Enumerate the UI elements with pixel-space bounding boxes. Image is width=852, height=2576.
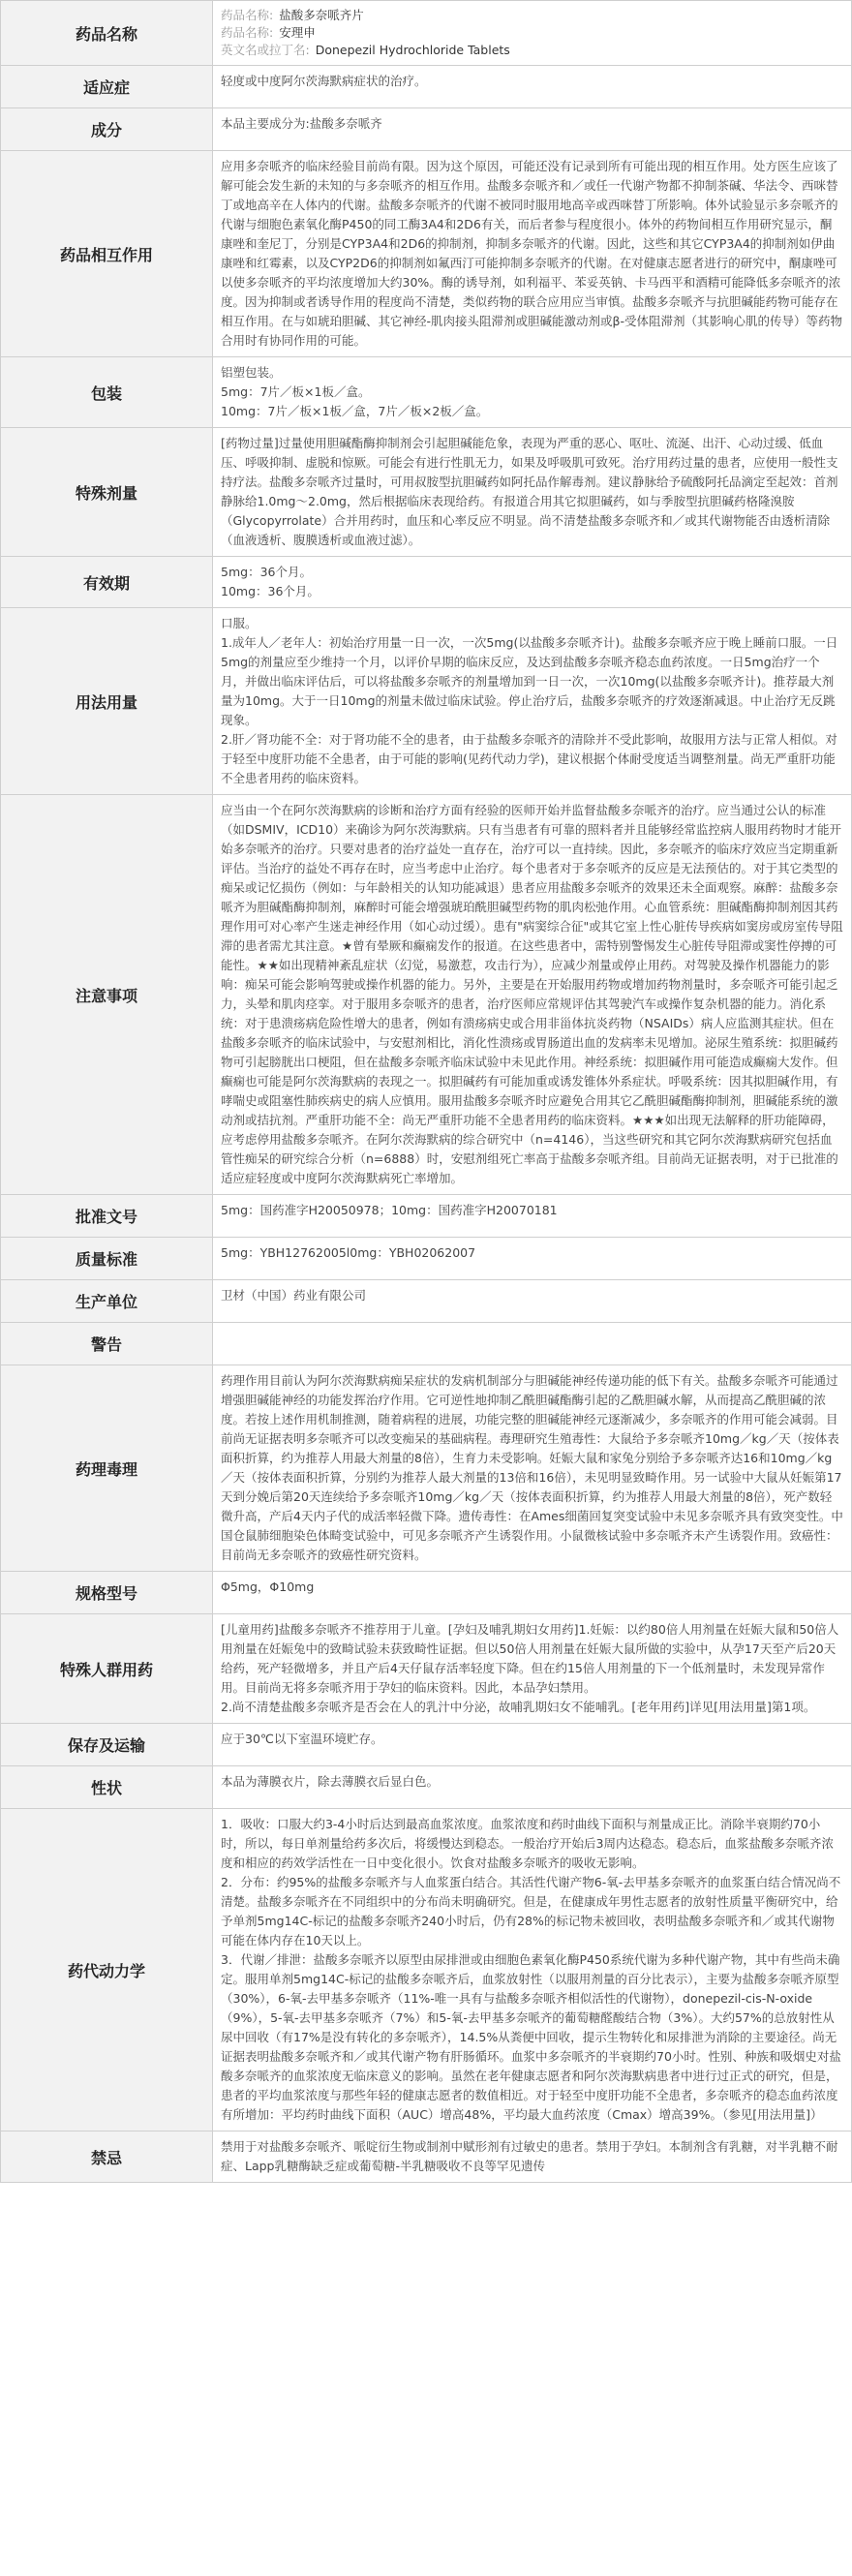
value-text: 应于30℃以下室温环境贮存。 — [221, 1732, 383, 1746]
row-value — [213, 108, 852, 151]
info-row — [1, 608, 852, 795]
row-label: 药品相互作用 — [1, 151, 213, 357]
row-value — [213, 1323, 852, 1365]
row-value — [213, 2131, 852, 2183]
drug-info-body — [1, 1, 852, 2183]
row-value — [213, 795, 852, 1195]
row-label: 包装 — [1, 357, 213, 428]
value-text: 口服。 1.成年人／老年人：初始治疗用量一日一次，一次5mg(以盐酸多奈哌齐计)。盐酸多奈哌齐应于晚上睡前口服。一日5mg的剂量应至少维持一个月，以评价早期的临床反应，及达到盐酸多奈哌齐稳态血药浓度。一日5mg治疗一个月，并做出临床评估后，可以将盐酸多奈哌齐的剂量增加到一日一次，一次10mg(以盐酸多奈哌齐计)。推荐最大剂量为10mg。大于一日10mg的剂量未做过临床试验。停止治疗后，盐酸多奈哌齐的疗效逐渐减退。中止治疗无反跳现象。 2.肝／肾功能不全：对于肾功能不全的患者，由于盐酸多奈哌齐的清除并不受此影响，故服用方法与正常人相似。对于轻至中度肝功能不全患者，由于可能的影响(见药代动力学)，建议根据个体耐受度适当调整剂量。尚无严重肝功能不全患者用药的临床资料。 — [221, 616, 838, 785]
row-value — [213, 1195, 852, 1238]
value-text: Φ5mg，Φ10mg — [221, 1579, 315, 1594]
row-label: 性状 — [1, 1766, 213, 1809]
info-row — [1, 1809, 852, 2131]
value-text: 应用多奈哌齐的临床经验目前尚有限。因为这个原因，可能还没有记录到所有可能出现的相互作用。处方医生应该了解可能会发生新的未知的与多奈哌齐的相互作用。盐酸多奈哌齐和／或任一代谢产物都不抑制茶碱、华法令、西咪替丁或地高辛在人体内的代谢。盐酸多奈哌齐的代谢不被同时服用地高辛或西咪替丁所影响。体外试验显示多奈哌齐的代谢与细胞色素氧化酶P450的同工酶3A4和2D6有关，而后者参与程度很小。体外的药物间相互作用研究显示，酮康唑和奎尼丁，分别是CYP3A4和2D6的抑制剂，抑制多奈哌齐的代谢。因此，这些和其它CYP3A4的抑制剂如伊曲康唑和红霉素，以及CYP2D6的抑制剂如氟西汀可能抑制多奈哌齐的代谢。在对健康志愿者进行的研究中，酮康唑可以使多奈哌齐的平均浓度增加大约30%。酶的诱导剂，如利福平、苯妥英钠、卡马西平和酒精可能降低多奈哌齐的浓度。因为抑制或者诱导作用的程度尚不清楚，类似药物的联合应用应当审慎。盐酸多奈哌齐与抗胆碱能药物可能存在相互作用。在与如琥珀胆碱、其它神经-肌肉接头阻滞剂或胆碱能激动剂或β-受体阻滞剂（其影响心肌的传导）等药物合用时有协同作用的可能。 — [221, 159, 843, 348]
info-row — [1, 357, 852, 428]
name-key: 药品名称: — [221, 25, 274, 40]
value-text: 应当由一个在阿尔茨海默病的诊断和治疗方面有经验的医师开始并监督盐酸多奈哌齐的治疗。应当通过公认的标准（如DSMIV，ICD10）来确诊为阿尔茨海默病。只有当患者有可靠的照料者并且能够经常监控病人服用药物时才能开始多奈哌齐的治疗。只要对患者的治疗益处一直存在，治疗可以一直持续。因此，多奈哌齐的临床疗效应当定期重新评估。当治疗的益处不再存在时，应当考虑中止治疗。每个患者对于多奈哌齐的反应是无法预估的。对于其它类型的痴呆或记忆损伤（例如：与年龄相关的认知功能减退）患者应用盐酸多奈哌齐的效果还未全面观察。麻醉：盐酸多奈哌齐为胆碱酯酶抑制剂，麻醉时可能会增强琥珀酰胆碱型药物的肌肉松弛作用。心血管系统：胆碱酯酶抑制剂因其药理作用可对心率产生迷走神经作用（如心动过缓）。患有"病窦综合征"或其它室上性心脏传导疾病如窦房或房室传导阻滞的患者需尤其注意。★曾有晕厥和癫痫发作的报道。在这些患者中，需特别警惕发生心脏传导阻滞或窦性停搏的可能性。★★如出现精神紊乱症状（幻觉，易激惹，攻击行为），应减少剂量或停止用药。对驾驶及操作机器能力的影响：痴呆可能会影响驾驶或操作机器的能力。另外，主要是在开始服用药物或增加药物剂量时，多奈哌齐可能引起乏力，头晕和肌肉痉挛。对于服用多奈哌齐的患者，治疗医师应常规评估其驾驶汽车或操作复杂机器的能力。消化系统：对于患溃疡病危险性增大的患者，例如有溃疡病史或合用非甾体抗炎药物（NSAIDs）病人应监测其症状。但在盐酸多奈哌齐的临床试验中，与安慰剂相比，消化性溃疡或胃肠道出血的发病率未见增加。泌尿生殖系统：拟胆碱药物可引起膀胱出口梗阻，但在盐酸多奈哌齐临床试验中未见此作用。神经系统：拟胆碱作用可能造成癫痫大发作。但癫痫也可能是阿尔茨海默病的表现之一。拟胆碱药有可能加重或诱发锥体外系症状。呼吸系统：因其拟胆碱作用，有哮喘史或阻塞性肺疾病史的病人应慎用。服用盐酸多奈哌齐时应避免合用其它乙酰胆碱酯酶抑制剂，胆碱能系统的激动剂或拮抗剂。严重肝功能不全：尚无严重肝功能不全患者用药的临床资料。★★★如出现无法解释的肝功能障碍，应考虑停用盐酸多奈哌齐。在阿尔茨海默病的综合研究中（n=4146），当这些研究和其它阿尔茨海默病研究包括血管性痴呆的研究综合分析（n=6888）时，安慰剂组死亡率高于盐酸多奈哌齐组。目前尚无证据表明，对于已批准的适应症轻度或中度阿尔茨海默病死亡率增加。 — [221, 803, 843, 1185]
info-row — [1, 1195, 852, 1238]
value-text: 药理作用目前认为阿尔茨海默病痴呆症状的发病机制部分与胆碱能神经传递功能的低下有关。盐酸多奈哌齐可能通过增强胆碱能神经的功能发挥治疗作用。它可逆性地抑制乙酰胆碱酯酶引起的乙酰胆碱水解，从而提高乙酰胆碱的浓度。若按上述作用机制推测，随着病程的进展，功能完整的胆碱能神经元逐渐减少，多奈哌齐的作用可能会减弱。目前尚无证据表明多奈哌齐可以改变痴呆的基础病程。毒理研究生殖毒性：大鼠给予多奈哌齐10mg／kg／天（按体表面积折算，约为推荐人用最大剂量的8倍），生育力未受影响。妊娠大鼠和家兔分别给予多奈哌齐达16和10mg／kg／天（按体表面积折算，分别约为推荐人最大剂量的13倍和16倍），未见明显致畸作用。另一试验中大鼠从妊娠第17天到分娩后第20天连续给予多奈哌齐10mg／kg／天（按体表面积折算，约为推荐人用最大剂量的8倍），死产数轻微升高，产后4天内子代的成活率轻微下降。遗传毒性：在Ames细菌回复突变试验中未见多奈哌齐具有致突变性。中国仓鼠肺细胞染色体畸变试验中，可见多奈哌齐产生诱裂作用。小鼠微核试验中多奈哌齐未产生诱裂作用。致癌性：目前尚无多奈哌齐的致癌性研究资料。 — [221, 1373, 843, 1562]
row-label: 禁忌 — [1, 2131, 213, 2183]
info-row — [1, 1614, 852, 1724]
row-value — [213, 1, 852, 66]
row-label: 药代动力学 — [1, 1809, 213, 2131]
row-value — [213, 151, 852, 357]
row-label: 批准文号 — [1, 1195, 213, 1238]
value-text: 卫材（中国）药业有限公司 — [221, 1288, 367, 1303]
name-key: 药品名称: — [221, 8, 274, 22]
row-label: 注意事项 — [1, 795, 213, 1195]
row-value — [213, 1238, 852, 1280]
info-row — [1, 1365, 852, 1572]
row-value — [213, 66, 852, 108]
row-value — [213, 1724, 852, 1766]
info-row — [1, 1724, 852, 1766]
value-text: 禁用于对盐酸多奈哌齐、哌啶衍生物或制剂中赋形剂有过敏史的患者。禁用于孕妇。本制剂含有乳糖，对半乳糖不耐症、Lapp乳糖酶缺乏症或葡萄糖-半乳糖吸收不良等罕见遗传 — [221, 2139, 838, 2173]
name-value: 盐酸多奈哌齐片 — [279, 8, 364, 22]
row-value — [213, 1809, 852, 2131]
row-value — [213, 428, 852, 557]
name-key: 英文名或拉丁名: — [221, 43, 310, 57]
value-text: [药物过量]过量使用胆碱酯酶抑制剂会引起胆碱能危象，表现为严重的恶心、呕吐、流涎、出汗、心动过缓、低血压、呼吸抑制、虚脱和惊厥。可能会有进行性肌无力，如果及呼吸肌可致死。治疗用药过量的患者，应使用一般性支持疗法。盐酸多奈哌齐过量时，可用叔胺型抗胆碱药如阿托品作解毒剂。建议静脉给予硫酸阿托品滴定至起效：首剂静脉给1.0mg～2.0mg，然后根据临床表现给药。有报道合用其它拟胆碱药，如与季胺型抗胆碱药格隆溴胺（Glycopyrrolate）合并用药时，血压和心率反应不明显。尚不清楚盐酸多奈哌齐和／或其代谢物能否由透析清除（血液透析、腹膜透析或血液过滤）。 — [221, 436, 838, 547]
info-row — [1, 66, 852, 108]
row-label: 药品名称 — [1, 1, 213, 66]
value-text: 轻度或中度阿尔茨海默病症状的治疗。 — [221, 74, 427, 88]
info-row — [1, 428, 852, 557]
row-label: 警告 — [1, 1323, 213, 1365]
info-row — [1, 1766, 852, 1809]
value-text: 5mg：国药准字H20050978；10mg：国药准字H20070181 — [221, 1203, 558, 1217]
row-value — [213, 1614, 852, 1724]
info-row — [1, 2131, 852, 2183]
name-line — [221, 7, 843, 24]
row-value — [213, 1572, 852, 1614]
row-label: 保存及运输 — [1, 1724, 213, 1766]
row-value — [213, 557, 852, 608]
row-label: 有效期 — [1, 557, 213, 608]
row-value — [213, 1280, 852, 1323]
info-row — [1, 1323, 852, 1365]
row-label: 特殊剂量 — [1, 428, 213, 557]
row-label: 适应症 — [1, 66, 213, 108]
value-text: 5mg：36个月。 10mg：36个月。 — [221, 565, 320, 598]
info-row — [1, 795, 852, 1195]
value-text: 本品主要成分为:盐酸多奈哌齐 — [221, 116, 382, 131]
row-label: 生产单位 — [1, 1280, 213, 1323]
value-text: 铝塑包装。 5mg：7片／板×1板／盒。 10mg：7片／板×1板／盒，7片／板×2板／盒。 — [221, 365, 489, 418]
info-row — [1, 1238, 852, 1280]
row-label: 规格型号 — [1, 1572, 213, 1614]
name-line — [221, 42, 843, 59]
row-label: 用法用量 — [1, 608, 213, 795]
name-value: 安理申 — [279, 25, 316, 40]
info-row — [1, 557, 852, 608]
info-row — [1, 108, 852, 151]
value-text: 5mg：YBH12762005l0mg：YBH02062007 — [221, 1245, 476, 1260]
row-label: 质量标准 — [1, 1238, 213, 1280]
row-value — [213, 608, 852, 795]
row-value — [213, 357, 852, 428]
info-row — [1, 1, 852, 66]
row-label: 药理毒理 — [1, 1365, 213, 1572]
row-value — [213, 1365, 852, 1572]
row-label: 成分 — [1, 108, 213, 151]
row-value — [213, 1766, 852, 1809]
value-text: 1．吸收：口服大约3-4小时后达到最高血浆浓度。血浆浓度和药时曲线下面积与剂量成正比。消除半衰期约70小时，所以，每日单剂量给药多次后，将缓慢达到稳态。一般治疗开始后3周内达稳态。稳态后，血浆盐酸多奈哌齐浓度和相应的药效学活性在一日中变化很小。饮食对盐酸多奈哌齐的吸收无影响。 2．分布：约95%的盐酸多奈哌齐与人血浆蛋白结合。其活性代谢产物6-氧-去甲基多奈哌齐的血浆蛋白结合情况尚不清楚。盐酸多奈哌齐在不同组织中的分布尚未明确研究。但是，在健康成年男性志愿者的放射性质量平衡研究中，给予单剂5mg14C-标记的盐酸多奈哌齐240小时后，仍有28%的标记物未被回收，表明盐酸多奈哌齐和／或其代谢物可能在体内存在10天以上。 3．代谢／排泄：盐酸多奈哌齐以原型由尿排泄或由细胞色素氧化酶P450系统代谢为多种代谢产物，其中有些尚未确定。服用单剂5mg14C-标记的盐酸多奈哌齐后，血浆放射性（以服用剂量的百分比表示），主要为盐酸多奈哌齐原型（30%），6-氧-去甲基多奈哌齐（11%-唯一具有与盐酸多奈哌齐相似活性的代谢物），donepezil-cis-N-oxide（9%），5-氧-去甲基多奈哌齐（7%）和5-氧-去甲基多奈哌齐的葡萄糖醛酸结合物（3%）。大约57%的总放射性从尿中回收（有17%是没有转化的多奈哌齐），14.5%从粪便中回收，提示生物转化和尿排泄为消除的主要途径。尚无证据表明盐酸多奈哌齐和／或其代谢产物有肝肠循环。血浆中多奈哌齐的半衰期约70小时。性别、种族和吸烟史对盐酸多奈哌齐的血浆浓度无临床意义的影响。虽然在老年健康志愿者和阿尔茨海默病患者中进行过正式的研究，但是，患者的平均血浆浓度与那些年轻的健康志愿者的数值相近。对于轻至中度肝功能不全患者，多奈哌齐的稳态血药浓度有所增加：平均药时曲线下面积（AUC）增高48%，平均最大血药浓度（Cmax）增高39%。（参见[用法用量]） — [221, 1817, 841, 2122]
value-text: [儿童用药]盐酸多奈哌齐不推荐用于儿童。[孕妇及哺乳期妇女用药]1.妊娠：以约80倍人用剂量在妊娠大鼠和50倍人用剂量在妊娠兔中的致畸试验未获致畸性证据。但以50倍人用剂量在妊娠大鼠所做的实验中，从孕17天至产后20天给药，死产轻微增多，并且产后4天仔鼠存活率轻度下降。但在约15倍人用剂量的下一个低剂量时，未发现异常作用。目前尚无将多奈哌齐用于孕妇的临床资料。因此，本品孕妇禁用。 2.尚不清楚盐酸多奈哌齐是否会在人的乳汁中分泌，故哺乳期妇女不能哺乳。[老年用药]详见[用法用量]第1项。 — [221, 1622, 839, 1714]
value-text: 本品为薄膜衣片，除去薄膜衣后显白色。 — [221, 1774, 440, 1789]
name-value: Donepezil Hydrochloride Tablets — [315, 43, 510, 57]
row-label: 特殊人群用药 — [1, 1614, 213, 1724]
info-row — [1, 151, 852, 357]
name-line — [221, 24, 843, 42]
info-row — [1, 1572, 852, 1614]
info-row — [1, 1280, 852, 1323]
